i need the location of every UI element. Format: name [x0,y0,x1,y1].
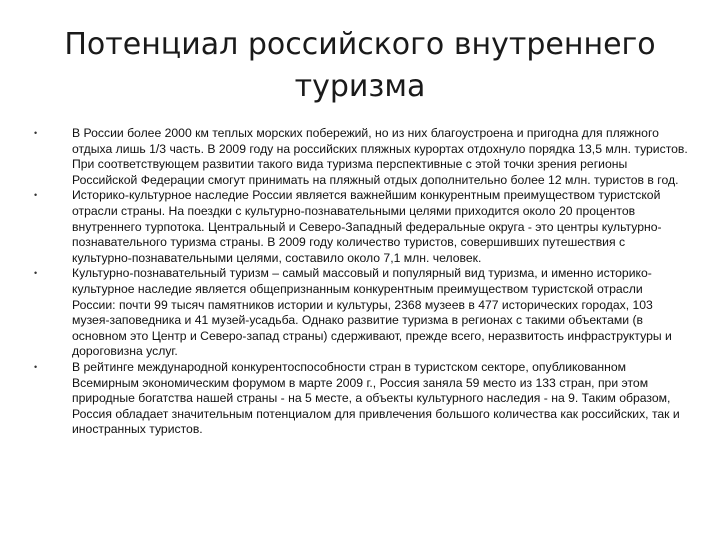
bullet-item-beach-tourism [28,126,688,188]
bullet-item-competitiveness-rating [28,360,688,438]
bullet-icon: • [34,128,38,138]
slide-title-line-2: туризма [294,69,426,104]
bullet-icon: • [34,361,38,372]
bullet-list [28,126,688,438]
bullet-item-text: Историко-культурное наследие России является важнейшим конкурентным преимуществом туристской отрасли страны. На поездки с культурно-познавательными целями приходится около 20 процентов внутреннего турпотока. Центральный и Северо-Западный федеральные округа - это центры культурно-познавательного туризма страны. В 2009 году количество туристов, совершивших путешествия с культурно-познавательными целями, составило около 7,1 млн. человек. [72,188,662,265]
bullet-item-text: В России более 2000 км теплых морских побережий, но из них благоустроена и пригодна для пляжного отдыха лишь 1/3 часть. В 2009 году на российских пляжных курортах отдохнуло порядка 13,5 млн. туристов. При соответствующем развитии такого вида туризма перспективные с этой точки зрения регионы Российской Федерации смогут принимать на пляжный отдых дополнительно более 12 млн. туристов в год. [72,126,688,187]
slide-title-line-1: Потенциал российского внутреннего [64,27,656,62]
bullet-icon: • [34,190,38,201]
bullet-icon: • [34,268,38,279]
slide-title [20,24,700,108]
bullet-item-cultural-tourism [28,266,688,360]
bullet-item-text: В рейтинге международной конкурентоспособности стран в туристском секторе, опубликованном Всемирным экономическим форумом в марте 2009 г., Россия заняла 59 место из 133 стран, при этом природные богатства нашей страны - на 5 месте, а объекты культурного наследия - на 9. Таким образом, Россия обладает значительным потенциалом для привлечения большого количества как российских, так и иностранных туристов. [72,359,680,437]
bullet-item-text: Культурно-познавательный туризм – самый массовый и популярный вид туризма, и именно историко-культурное наследие является общепризнанным конкурентным преимуществом туристской отрасли России: почти 99 тысяч памятников истории и культуры, 2368 музеев в 477 исторических городах, 103 музея-заповедника и 41 музей-усадьба. Однако развитие туризма в регионах с такими объектами (в основном это Центр и Северо-запад страны) сдерживают, прежде всего, неразвитость инфраструктуры и дороговизна услуг. [72,266,672,359]
bullet-item-cultural-heritage [28,188,688,266]
